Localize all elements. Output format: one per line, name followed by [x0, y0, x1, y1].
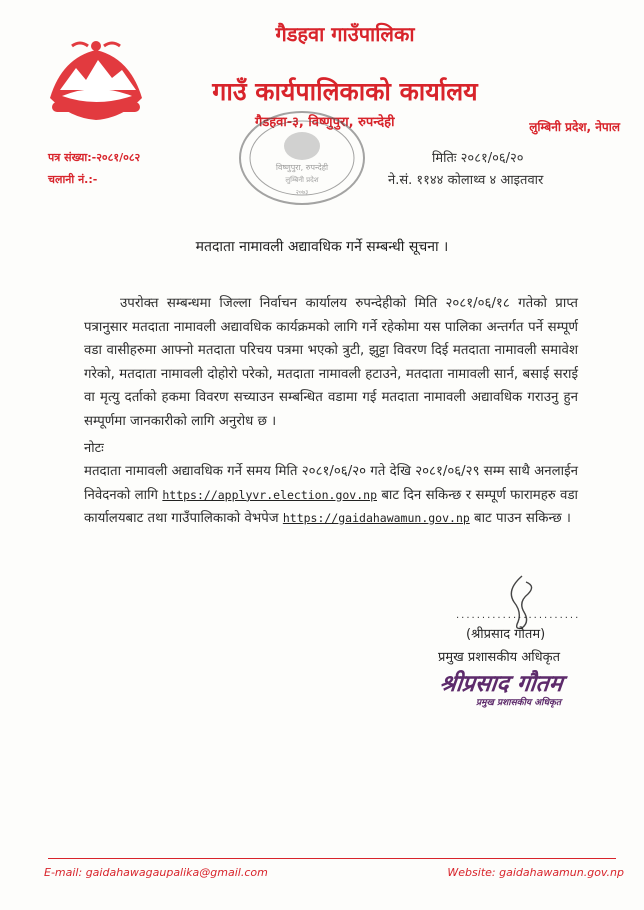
signer-name: (श्रीप्रसाद गौतम) — [466, 627, 546, 642]
note-text — [84, 460, 578, 531]
apply-voter-link[interactable]: https://applyvr.election.gov.np — [162, 487, 377, 502]
letter-date: मितिः २०८१/०६/२० — [432, 151, 524, 166]
municipality-web-link[interactable]: https://gaidahawamun.gov.np — [282, 511, 470, 525]
notice-subject: मतदाता नामावली अद्यावधिक गर्ने सम्बन्धी सूचना । — [195, 239, 449, 255]
note-part-2: बाट दिन सकिन्छ र सम्पूर्ण फारामहरु वडा कार्यालयबाट तथा गाउँपालिकाको वेभपेज — [84, 487, 578, 526]
signature-line: ........................ — [456, 610, 581, 621]
office-address: गैडहवा-३, विष्णुपुरा, रुपन्देही — [255, 115, 395, 130]
name-seal-title: प्रमुख प्रशासकीय अधिकृत — [476, 698, 562, 708]
province-label: लुम्बिनी प्रदेश, नेपाल — [529, 120, 620, 134]
nepal-emblem-icon — [42, 38, 150, 124]
svg-text:लुम्बिनी प्रदेश: लुम्बिनी प्रदेश — [285, 176, 319, 184]
svg-text:विष्णुपुरा, रुपन्देही: विष्णुपुरा, रुपन्देही — [275, 163, 329, 172]
note-part-3: बाट पाउन सकिन्छ । — [469, 511, 571, 526]
municipality-name: गैडहवा गाउँपालिका — [275, 22, 415, 46]
footer-email[interactable]: E-mail: gaidahawagaupalika@gmail.com — [44, 866, 268, 879]
name-seal: श्रीप्रसाद गौतम — [438, 670, 565, 697]
body-paragraph: उपरोक्त सम्बन्धमा जिल्ला निर्वाचन कार्यालय रुपन्देहीको मिति २०८१/०६/१८ गतेको प्राप्त पत्रानुसार मतदाता नामावली अद्यावधिक कार्यक्रमको लागि गर्ने रहेकोमा यस पालिका अन्तर्गत पर्ने सम्पूर्ण वडा वासीहरुमा आफ्नो मतदाता परिचय पत्रमा भएको त्रुटी, झुट्टा विवरण दिई मतदाता नामावली समावेश गरेको, मतदाता नामावली दोहोरो परेको, मतदाता नामावली हटाउने, मतदाता नामावली सार्न, बसाई सराई वा मृत्यु दर्ताको हकमा विवरण सच्याउन सम्बन्धित वडामा गई मतदाता नामावली अद्यावधिक गराउनु हुन सम्पूर्णमा जानकारीको लागि अनुरोध छ । — [84, 296, 578, 429]
signer-title: प्रमुख प्रशासकीय अधिकृत — [438, 650, 561, 665]
office-name: गाउँ कार्यपालिकाको कार्यालय — [212, 77, 478, 106]
footer-divider — [48, 858, 616, 859]
note-part-1: मतदाता नामावली अद्यावधिक गर्ने समय मिति २०८१/०६/२० गते देखि २०८१/०६/२९ सम्म साथै अनलाईन निवेदनको लागि — [84, 464, 578, 503]
nepal-sambat-date: ने.सं. ११४४ कोलाथ्व ४ आइतवार — [388, 173, 544, 188]
notice-body — [84, 292, 578, 433]
office-stamp — [235, 108, 370, 208]
handwritten-signature — [492, 572, 552, 632]
footer-website[interactable]: Website: gaidahawamun.gov.np — [447, 866, 624, 879]
reference-number: पत्र संख्या:-२०८१/०८२ — [48, 151, 141, 164]
note-label: नोटः — [84, 441, 104, 456]
dispatch-number: चलानी नं.:- — [48, 173, 98, 186]
svg-text:२०७३: २०७३ — [295, 189, 309, 196]
